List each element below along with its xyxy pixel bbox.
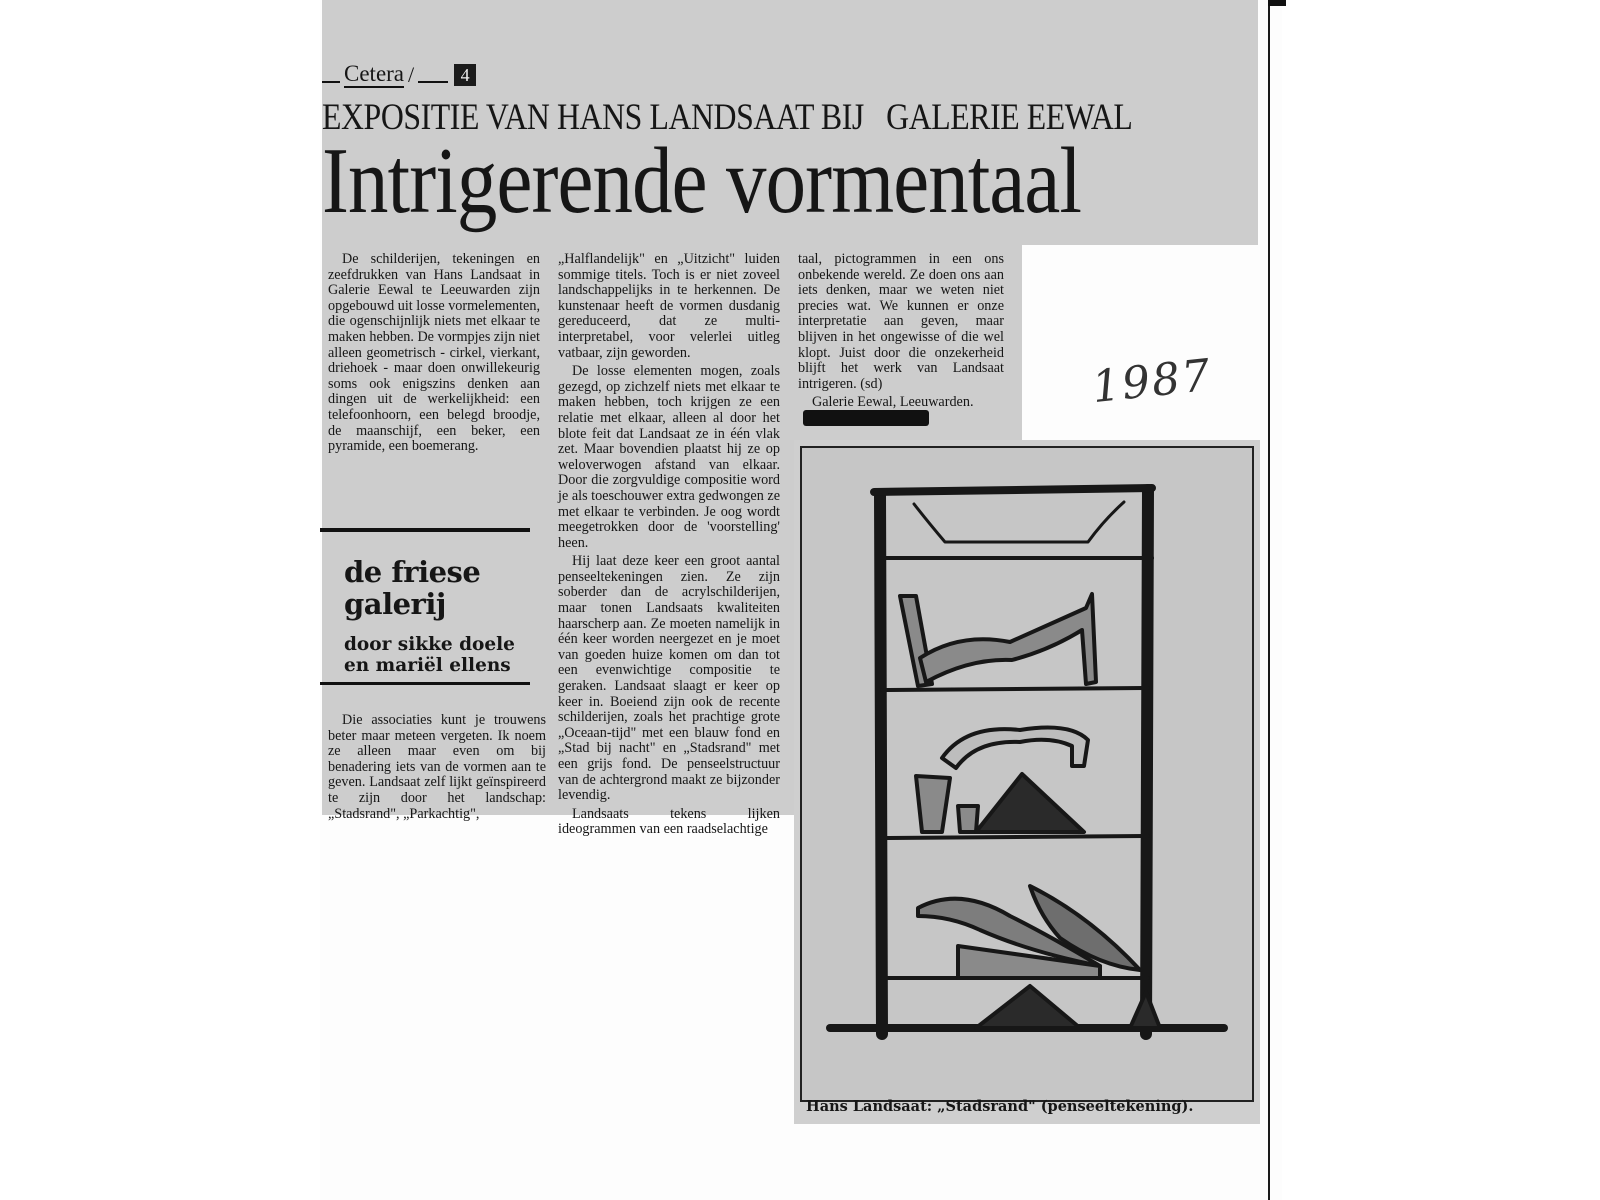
paragraph: „Halflandelijk" en „Uitzicht" luiden sommige titels. Toch is er niet zoveel landschappelijks in te herkennen. De kunstenaar heeft de vormen dusdanig gereduceerd, dat ze multi-interpretabel, voor velerlei uitleg vatbaar, zijn geworden. xyxy=(558,251,780,361)
boomerang-body xyxy=(920,594,1096,684)
section-rule xyxy=(418,81,448,83)
article-column-1 xyxy=(328,252,540,455)
paragraph: Landsaats tekens lijken ideogrammen van een raadselachtige xyxy=(558,805,780,838)
paragraph: De schilderijen, tekeningen en zeefdrukken van Hans Landsaat in Galerie Eewal te Leeuwarden zijn opgebouwd uit losse vormelementen, die ogenschijnlijk niets met elkaar te maken hebben. De vormpjes zijn niet alleen geometrisch - cirkel, vierkant, driehoek - maar doen onwillekeurig soms ook enigszins denken aan dingen uit de werkelijkheid: een telefoonhoorn, een belegd broodje, de maanschijf, een beker, een pyramide, een boemerang. xyxy=(328,251,540,455)
redaction-bar xyxy=(803,410,929,426)
section-name: Cetera xyxy=(344,61,405,86)
small-beaker xyxy=(958,806,978,832)
divider-rule xyxy=(320,682,530,685)
artwork-caption: Hans Landsaat: „Stadsrand" (penseeltekening). xyxy=(806,1098,1194,1115)
shelf-line xyxy=(882,688,1148,690)
page-edge xyxy=(1268,0,1270,1200)
shelf-left-post xyxy=(880,494,882,1034)
byline-box xyxy=(344,556,534,676)
page-number-badge: 4 xyxy=(454,64,476,86)
column-title: de friese galerij xyxy=(344,555,481,621)
telephone-handset xyxy=(942,728,1088,768)
headline: Intrigerende vormentaal xyxy=(322,129,1082,233)
beaker xyxy=(916,776,950,832)
artwork-stadsrand xyxy=(800,446,1254,1102)
article-column-3 xyxy=(798,252,1004,427)
ink-mark xyxy=(1268,0,1286,6)
pyramid xyxy=(976,774,1084,832)
section-rule xyxy=(322,81,340,83)
section-header xyxy=(322,60,476,90)
paragraph: Hij laat deze keer een groot aantal penseeltekeningen zien. Ze zijn soberder dan de acrylschilderijen, maar tonen Landsaats kwaliteiten haarscherp aan. Ze moeten namelijk in één keer worden neergezet en je moet van goeden huize komen om dan tot een evenwichtige compositie te geraken. Landsaat slaagt er keer op keer in. Boeiend zijn ook de recente schilderijen, zoals het prachtige grote „Oceaan-tijd" met een blauw fond en „Stad bij nacht" en „Stadsrand" met een grijs fond. De penseelstructuur van de achtergrond maakt ze bijzonder levendig. xyxy=(558,553,780,804)
shelf-line xyxy=(882,836,1148,838)
byline-authors: door sikke doele en mariël ellens xyxy=(344,634,515,676)
venue-line: Galerie Eewal, Leeuwarden. xyxy=(812,394,974,411)
article-column-1-continued xyxy=(328,713,546,822)
paragraph: Die associaties kunt je trouwens beter maar meteen vergeten. Ik noem ze alleen maar even om bij benadering iets van de vormen aan te geven. Landsaat zelf lijkt geïnspireerd te zijn door het landschap: „Stadsrand", „Parkachtig", xyxy=(328,712,546,822)
ground-pyramid-small xyxy=(1130,992,1160,1028)
ground-pyramid xyxy=(976,986,1080,1028)
paragraph: De losse elementen mogen, zoals gezegd, op zichzelf niets met elkaar te maken hebben, toch krijgen ze een relatie met elkaar, alleen al door het blote feit dat Landsaat ze in één vlak zet. Maar bovendien plaatst hij ze op weloverwogen afstand van elkaar. Door die zorgvuldige compositie word je als toeschouwer extra gedwongen ze met elkaar te verbinden. Je oog wordt meegetrokken door de 'voorstelling' heen. xyxy=(558,363,780,551)
kicker-right: GALERIE EEWAL xyxy=(886,97,1133,138)
paragraph: taal, pictogrammen in een ons onbekende wereld. Ze doen ons aan iets denken, maar we weten niet precies wat. We kunnen er onze interpretatie aan geven, maar blijven in het ongewisse of die wel klopt. Juist door die onzekerheid blijft het werk van Landsaat intrigeren. (sd) xyxy=(798,251,1004,392)
shelf-right-post xyxy=(1146,490,1148,1034)
kicker-left: EXPOSITIE VAN HANS LANDSAAT BIJ xyxy=(322,97,864,138)
handwritten-year: 1987 xyxy=(1089,349,1215,414)
canopy-shape xyxy=(914,502,1124,542)
article-column-2 xyxy=(558,252,780,838)
divider-rule xyxy=(320,528,530,532)
section-slash: / xyxy=(408,62,415,87)
shelf-top-beam xyxy=(874,488,1152,492)
